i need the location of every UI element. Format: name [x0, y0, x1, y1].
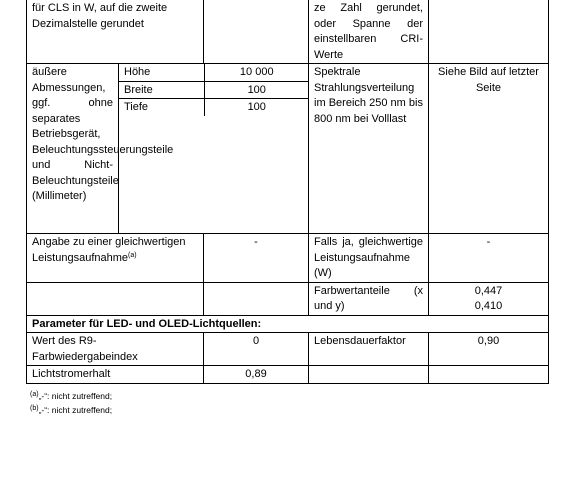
- lifetime-factor-value: 0,90: [429, 333, 549, 366]
- r9-index-label: Wert des R9-Farbwiedergabeindex: [27, 333, 204, 366]
- lifetime-factor-label: Lebensdauerfaktor: [309, 333, 429, 366]
- footnote-ref-a: (a): [128, 251, 137, 259]
- dimension-depth-label: Tiefe: [124, 101, 149, 113]
- lumen-maintenance-value: 0,89: [204, 366, 309, 384]
- dimension-width-value: 100: [204, 81, 309, 99]
- footnote-a: $^{(a)}$„-“: nicht zutreffend;: [30, 390, 113, 401]
- equivalent-power-value: -: [204, 234, 309, 283]
- dimension-row: [119, 99, 309, 116]
- spectral-distribution-value: Siehe Bild auf letzter Seite: [429, 64, 549, 234]
- empty-cell: [309, 366, 429, 384]
- footnotes: [30, 389, 548, 417]
- dimension-height-value: 10 000: [204, 64, 309, 81]
- dimension-row: [119, 81, 309, 99]
- table-row: [27, 315, 549, 333]
- equivalent-power-label: Angabe zu einer gleichwertigen Leistungsaufnahme$^{(a)}$: [27, 234, 204, 283]
- table-row: [27, 0, 549, 64]
- section-header: Parameter für LED- und OLED-Lichtquellen:: [27, 315, 549, 333]
- chromaticity-value: 0,447 0,410: [429, 282, 549, 315]
- empty-cell: [204, 282, 309, 315]
- dimensions-subtable: [119, 64, 309, 116]
- table-row: [27, 333, 549, 366]
- spectral-distribution-label: Spektrale Strahlungsverteilung im Bereich 250 nm bis 800 nm bei Volllast: [309, 64, 429, 234]
- dimension-height-label: Höhe: [119, 64, 204, 81]
- dimension-row: [119, 64, 309, 81]
- table-row: [27, 282, 549, 315]
- document-page: [26, 0, 548, 417]
- table-row: [27, 234, 549, 283]
- empty-cell: [429, 366, 549, 384]
- row0-left-label: für CLS in W, auf die zweite Dezimalstelle gerundet: [27, 0, 204, 64]
- lumen-maintenance-label: Lichtstromerhalt: [27, 366, 204, 384]
- dimension-depth-value: 100: [204, 99, 309, 116]
- r9-index-value: 0: [204, 333, 309, 366]
- footnote-b: $^{(b)}$„-“: nicht zutreffend;: [30, 404, 113, 415]
- equivalent-power-watts-label: Falls ja, gleichwertige Leistungsaufnahme (W): [309, 234, 429, 283]
- empty-cell: [27, 282, 204, 315]
- product-info-table: [26, 0, 549, 384]
- dimensions-label: äußere Abmessungen, ggf. ohne separates Betriebsgerät, Beleuchtungssteuerungsteile und Nicht-Beleuchtungsteile (Millimeter): [27, 64, 119, 234]
- table-row: [27, 64, 549, 234]
- row0-right-label: ze Zahl gerundet, oder Spanne der einstellbaren CRI-Werte: [309, 0, 429, 64]
- dimension-width-label: Breite: [119, 81, 204, 99]
- equivalent-power-watts-value: -: [429, 234, 549, 283]
- chromaticity-label: Farbwertanteile (x und y): [309, 282, 429, 315]
- table-row: [27, 366, 549, 384]
- row0-left-value: [204, 0, 309, 64]
- row0-right-value: [429, 0, 549, 64]
